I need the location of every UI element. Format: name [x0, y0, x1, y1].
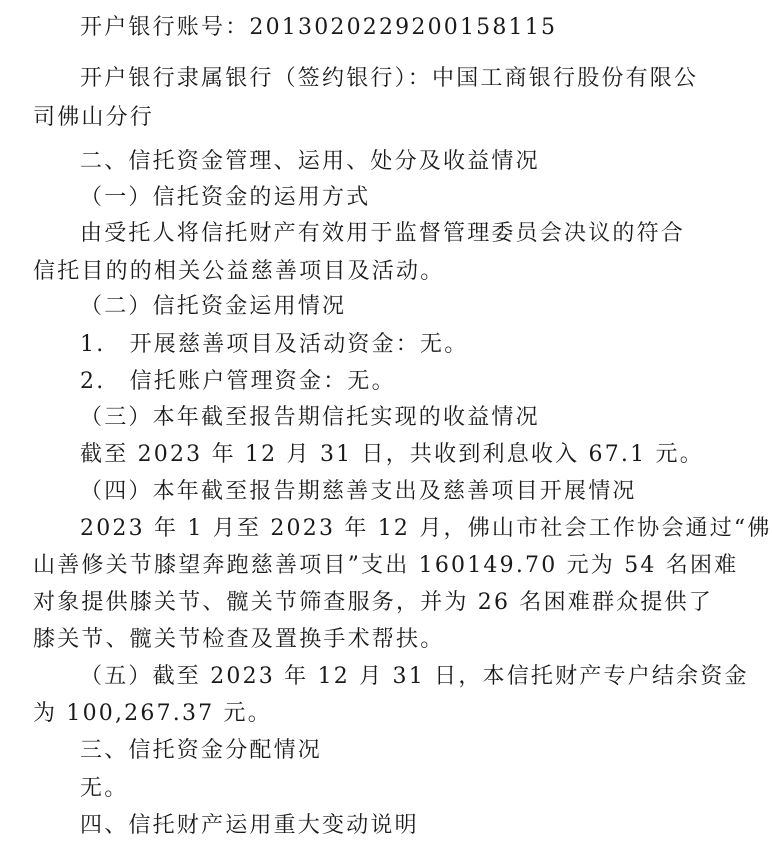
sub4-body-2: 山善修关节膝望奔跑慈善项目”支出 160149.70 元为 54 名困难 [33, 553, 739, 578]
section4-heading: 四、信托财产运用重大变动说明 [80, 813, 419, 838]
bank-line-1: 开户银行隶属银行（签约银行）：中国工商银行股份有限公 [80, 66, 699, 91]
sub1-title: （一）信托资金的运用方式 [80, 185, 371, 210]
sub4-body-1: 2023 年 1 月至 2023 年 12 月，佛山市社会工作协会通过“佛 [80, 516, 772, 541]
sub1-body-2: 信托目的的相关公益慈善项目及活动。 [33, 259, 445, 284]
bank-line-2: 司佛山分行 [33, 105, 155, 130]
account-number-line: 开户银行账号：2013020229200158115 [80, 15, 558, 40]
sub2-item-1: 1. 开展慈善项目及活动资金：无。 [80, 332, 469, 357]
sub2-title: （二）信托资金运用情况 [80, 294, 347, 319]
section3-heading: 三、信托资金分配情况 [80, 738, 323, 763]
section3-body: 无。 [80, 776, 129, 801]
sub4-body-3: 对象提供膝关节、髋关节筛查服务，并为 26 名困难群众提供了 [33, 590, 713, 615]
sub5-body-2: 为 100,267.37 元。 [33, 701, 272, 726]
sub2-item-2: 2. 信托账户管理资金：无。 [80, 369, 396, 394]
sub5-body-1: （五）截至 2023 年 12 月 31 日，本信托财产专户结余资金 [80, 664, 749, 689]
sub4-body-4: 膝关节、髋关节检查及置换手术帮扶。 [33, 627, 445, 652]
sub3-title: （三）本年截至报告期信托实现的收益情况 [80, 405, 540, 430]
sub3-body: 截至 2023 年 12 月 31 日，共收到利息收入 67.1 元。 [80, 442, 704, 467]
sub4-title: （四）本年截至报告期慈善支出及慈善项目开展情况 [80, 479, 637, 504]
section2-heading: 二、信托资金管理、运用、处分及收益情况 [80, 149, 540, 174]
sub1-body-1: 由受托人将信托财产有效用于监督管理委员会决议的符合 [80, 221, 686, 246]
